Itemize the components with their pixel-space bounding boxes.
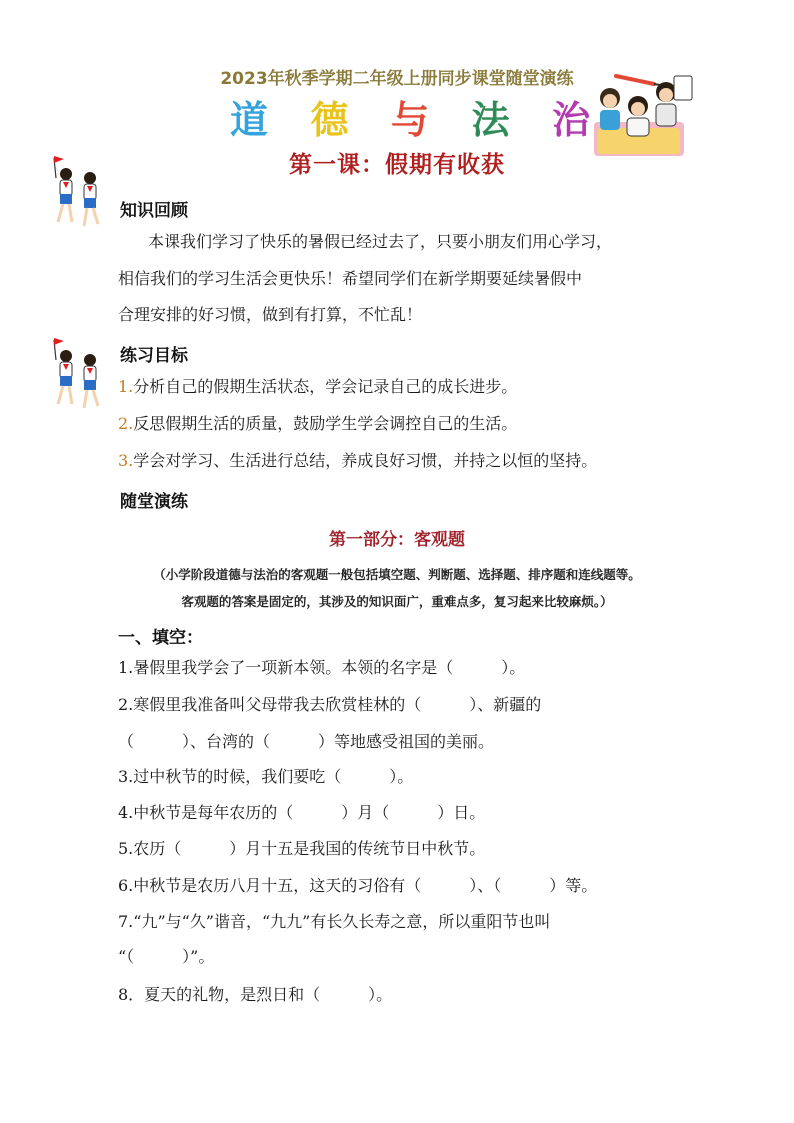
subject-char-5: 治 — [551, 98, 590, 142]
question-5: 5.农历（ ）月十五是我国的传统节日中秋节。 — [118, 839, 486, 858]
subject-char-1: 道 — [230, 98, 269, 142]
subject-char-3: 与 — [390, 98, 429, 142]
goal-item-2 — [118, 413, 517, 435]
goal-text: 分析自己的假期生活状态，学会记录自己的成长进步。 — [133, 377, 518, 396]
header-top-line: 2023年秋季学期二年级上册同步课堂随堂演练 — [220, 69, 574, 89]
review-line-3: 合理安排的好习惯，做到有打算，不忙乱！ — [118, 305, 423, 324]
fill-blank-section-title: 一、填空： — [118, 628, 203, 648]
running-students-icon — [46, 334, 108, 414]
goals-heading: 练习目标 — [120, 346, 188, 366]
question-1: 1.暑假里我学会了一项新本领。本领的名字是（ ）。 — [118, 658, 526, 677]
question-2-line-1: 2.寒假里我准备叫父母带我去欣赏桂林的（ ）、新疆的 — [118, 695, 542, 714]
running-students-icon — [46, 152, 108, 232]
review-line-2: 相信我们的学习生活会更快乐！希望同学们在新学期要延续暑假中 — [118, 269, 583, 288]
question-3: 3.过中秋节的时候，我们要吃（ ）。 — [118, 767, 414, 786]
note-line-2: 客观题的答案是固定的，其涉及的知识面广，重难点多，复习起来比较麻烦。） — [181, 594, 613, 609]
subject-title — [230, 96, 590, 146]
question-2-line-2: （ ）、台湾的（ ）等地感受祖国的美丽。 — [118, 732, 495, 751]
goal-text: 反思假期生活的质量，鼓励学生学会调控自己的生活。 — [133, 414, 518, 433]
question-7-line-1: 7.“九”与“久”谐音，“九九”有长久长寿之意，所以重阳节也叫 — [118, 912, 551, 931]
review-heading: 知识回顾 — [120, 201, 188, 221]
lesson-title: 第一课：假期有收获 — [289, 151, 505, 178]
review-line-1: 本课我们学习了快乐的暑假已经过去了，只要小朋友们用心学习， — [148, 232, 613, 251]
goal-number: 1. — [118, 377, 134, 396]
question-4: 4.中秋节是每年农历的（ ）月（ ）日。 — [118, 803, 486, 822]
subject-char-2: 德 — [310, 98, 349, 142]
question-6: 6.中秋节是农历八月十五，这天的习俗有（ ）、（ ）等。 — [118, 876, 598, 895]
subject-char-4: 法 — [471, 98, 510, 142]
question-8: 8．夏天的礼物，是烈日和（ ）。 — [118, 985, 393, 1004]
question-7-line-2: “（ ）”。 — [118, 947, 215, 966]
goal-text: 学会对学习、生活进行总结，养成良好习惯，并持之以恒的坚持。 — [133, 451, 598, 470]
goal-item-1 — [118, 376, 517, 398]
practice-heading: 随堂演练 — [120, 492, 188, 512]
goal-number: 3. — [118, 451, 134, 470]
goal-number: 2. — [118, 414, 134, 433]
note-line-1: （小学阶段道德与法治的客观题一般包括填空题、判断题、选择题、排序题和连线题等。 — [153, 567, 641, 582]
part-title: 第一部分：客观题 — [329, 530, 465, 550]
goal-item-3 — [118, 450, 597, 472]
